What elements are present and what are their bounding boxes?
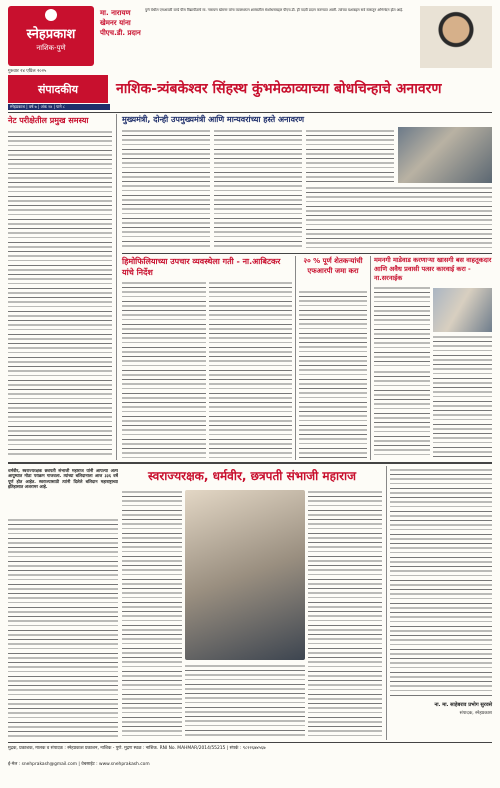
divider <box>8 112 492 113</box>
story-ambulance-headline: हिमोफिलियाच्या उपचार व्यवस्थेला गती - ना.आबिटकर यांचे निर्देश <box>122 257 281 277</box>
top-news-photo <box>398 127 492 183</box>
gratitude-prefix: मा. नारायण खेमनर यांना पीएच.डी. प्रदान <box>100 9 141 37</box>
top-news-col4 <box>306 186 492 249</box>
top-news-col1 <box>122 129 210 249</box>
top-news-subhead: मुख्यमंत्री, दोन्ही उपमुख्यमंत्री आणि मान्यवरांच्या हस्ते अनावरण <box>122 115 305 124</box>
column-rule <box>386 466 387 740</box>
issue-date: गुरुवार २४ एप्रिल २०२५ <box>8 69 47 74</box>
column-rule <box>116 114 117 460</box>
footer-contacts: ई-मेल : snehprakash@gmail.com | वेबसाईट : www.snehprakash.com <box>8 762 150 767</box>
logo-title: स्नेहप्रकाश <box>26 27 76 42</box>
story-road-photo <box>433 288 492 332</box>
feature-signature-title: संपादक, स्नेहप्रकाश <box>459 711 492 716</box>
column-rule <box>370 256 371 460</box>
divider <box>8 462 492 464</box>
banner-headline: नाशिक-त्र्यंबकेश्वर सिंहस्थ कुंभमेळाव्याच्या बोधचिन्हाचे अनावरण <box>116 81 442 97</box>
feature-headline: स्वराज्यरक्षक, धर्मवीर, छत्रपती संभाजी महाराज <box>147 469 357 483</box>
gratitude-text: पुणे येथील एमआयटी वर्ल्ड पीस विद्यापीठाचे मा. नारायण खेमनर यांना व्यवस्थापन शास्त्रातील संशोधनाबद्दल पीएच.डी. ही पदवी प्रदान करण्यात आली. त्यांच्या यशाबद्दल सर्व स्तरातून अभिनंदन होत आहे. <box>145 8 404 12</box>
editorial-label-box <box>8 75 108 103</box>
top-news-col2 <box>214 129 302 249</box>
logo-number-badge <box>45 9 57 21</box>
story-land-body <box>299 290 367 458</box>
feature-signature-name: ना. मा. साहेबराव प्रभोग सुरवसे <box>434 702 492 708</box>
story-road-body-b <box>433 335 492 458</box>
feature-portrait <box>185 490 305 660</box>
left-headline: नेट परीक्षेतील प्रमुख समस्या <box>8 116 89 125</box>
masthead-portrait <box>420 6 492 68</box>
story-land-headline: २० % पूर्ण शेतकऱ्यांची एफआरपी जमा करा <box>303 257 363 275</box>
divider <box>122 253 492 254</box>
divider <box>8 742 492 743</box>
feature-right-body <box>390 468 492 698</box>
feature-intro: धर्मवीर, स्वराज्यरक्षक छत्रपती संभाजी महाराज यांनी आपल्या अल्प आयुष्यात मोठा पराक्रम गाजवला. त्यांच्या बलिदानाला आज ३३६ वर्षे पूर्ण होत आहेत. स्वराज्यासाठी त्यांनी दिलेले बलिदान महाराष्ट्राच्या इतिहासात अजरामर आहे. <box>8 468 118 490</box>
story-road-headline: ममनगी माडेवाड करणाऱ्या खासगी बस वाहतूकदार आणि अवैध प्रवासी पत्सर कारवाई करा - ना.सरनाईक <box>374 256 492 282</box>
story-road-body-c <box>374 370 430 458</box>
feature-mid-col2 <box>308 490 382 738</box>
feature-mid-col1 <box>122 490 182 738</box>
logo-subtitle: नाशिक-पुणे <box>36 44 66 52</box>
story-ambulance-body-b <box>209 281 292 458</box>
column-rule <box>295 256 296 460</box>
issue-line: स्नेहप्रकाश | वर्ष ७ | अंक २४ | पाने ८ <box>8 104 110 110</box>
editorial-label: संपादकीय <box>8 75 108 103</box>
top-news-col3 <box>306 129 394 183</box>
feature-left-body <box>8 518 118 738</box>
footer-imprint: मुद्रक, प्रकाशक, मालक व संपादक : स्नेहप्रकाश प्रकाशन, नाशिक - पुणे. मुद्रण स्थळ : नाशिक. RNI No. MAHMAR/2014/55215 | संपर्क : ९८२२६७४५६७ <box>8 746 266 751</box>
left-body-text <box>8 130 112 458</box>
feature-mid-col3 <box>185 664 305 738</box>
story-ambulance-body-a <box>122 281 206 458</box>
story-road-body-a <box>374 286 430 366</box>
masthead-logo <box>8 6 94 66</box>
